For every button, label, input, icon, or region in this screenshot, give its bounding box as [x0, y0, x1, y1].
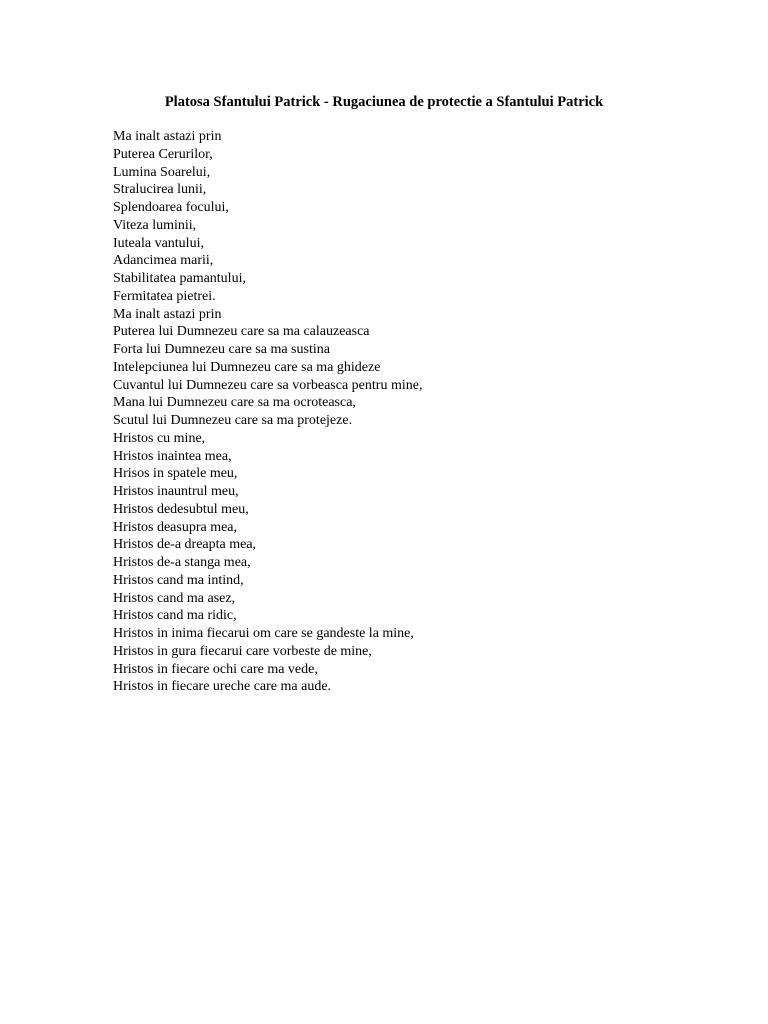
prayer-line: Hristos de-a dreapta mea,: [113, 537, 257, 553]
prayer-line: Hristos cand ma intind,: [113, 572, 244, 588]
prayer-line: Ma inalt astazi prin: [113, 306, 222, 322]
prayer-line: Adancimea marii,: [113, 253, 214, 269]
prayer-line: Puterea Cerurilor,: [113, 146, 213, 162]
prayer-line: Splendoarea focului,: [113, 200, 229, 215]
prayer-line: Stabilitatea pamantului,: [113, 271, 246, 286]
prayer-line: Viteza luminii,: [113, 217, 197, 233]
prayer-line: Lumina Soarelui,: [113, 164, 211, 180]
prayer-line: Ma inalt astazi prin: [113, 129, 222, 144]
prayer-text: [113, 128, 713, 696]
prayer-line: Hristos in fiecare ureche care ma aude.: [113, 679, 332, 695]
prayer-line: Intelepciunea lui Dumnezeu care sa ma ghideze: [113, 359, 381, 375]
prayer-line: Mana lui Dumnezeu care sa ma ocroteasca,: [113, 395, 356, 411]
prayer-line: Hristos inauntrul meu,: [113, 484, 239, 499]
prayer-line: Forta lui Dumnezeu care sa ma sustina: [113, 342, 330, 357]
prayer-line: Hristos dedesubtul meu,: [113, 501, 249, 517]
prayer-line: Hristos in fiecare ochi care ma vede,: [113, 661, 318, 677]
prayer-line: Hristos in inima fiecarui om care se gandeste la mine,: [113, 626, 414, 641]
prayer-line: Hristos cand ma ridic,: [113, 608, 237, 624]
prayer-line: Hristos deasupra mea,: [113, 519, 238, 535]
prayer-line: Hrisos in spatele meu,: [113, 466, 238, 482]
prayer-line: Iuteala vantului,: [113, 235, 204, 251]
prayer-line: Hristos inaintea mea,: [113, 448, 232, 464]
prayer-line: Puterea lui Dumnezeu care sa ma calauzeasca: [113, 324, 370, 340]
prayer-line: Hristos de-a stanga mea,: [113, 555, 251, 570]
document-title: Platosa Sfantului Patrick - Rugaciunea de protectie a Sfantului Patrick: [164, 94, 604, 110]
prayer-line: Hristos cand ma asez,: [113, 590, 236, 606]
prayer-line: Stralucirea lunii,: [113, 182, 207, 198]
prayer-line: Scutul lui Dumnezeu care sa ma protejeze.: [113, 413, 353, 428]
prayer-line: Cuvantul lui Dumnezeu care sa vorbeasca pentru mine,: [113, 377, 423, 393]
prayer-line: Fermitatea pietrei.: [113, 288, 216, 304]
prayer-line: Hristos cu mine,: [113, 430, 206, 446]
prayer-line: Hristos in gura fiecarui care vorbeste de mine,: [113, 643, 372, 659]
